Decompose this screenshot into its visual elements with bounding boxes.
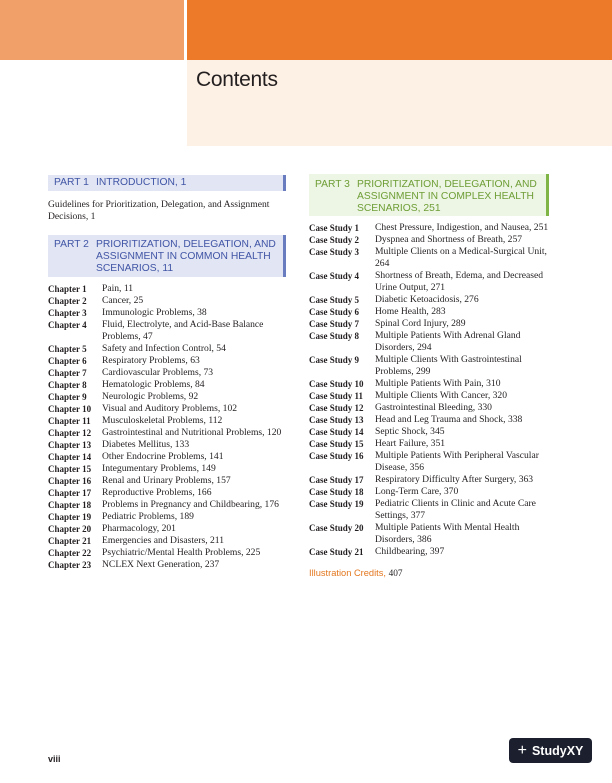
part3-title: PRIORITIZATION, DELEGATION, AND ASSIGNMENT IN COMPLEX HEALTH SCENARIOS, 251 — [357, 179, 537, 214]
case-study-entry-title: Childbearing, 397 — [375, 546, 445, 557]
chapter-entry-title: Cancer, 25 — [102, 295, 144, 306]
case-study-entry — [309, 222, 552, 234]
chapter-entry-title: Fluid, Electrolyte, and Acid-Base Balance Problems, 47 — [102, 319, 264, 342]
case-study-entry — [309, 426, 552, 438]
chapter-entry-label: Chapter 8 — [48, 380, 87, 390]
case-study-entry-label: Case Study 15 — [309, 439, 364, 449]
page-title: Contents — [196, 68, 278, 91]
chapter-entry — [48, 451, 284, 463]
chapter-entry-label: Chapter 18 — [48, 500, 92, 510]
chapter-entry-title: Renal and Urinary Problems, 157 — [102, 475, 231, 486]
case-study-entry — [309, 330, 552, 354]
case-study-entry-label: Case Study 14 — [309, 427, 364, 437]
part1-number: PART 1 — [54, 177, 89, 188]
chapter-entry-label: Chapter 12 — [48, 428, 92, 438]
chapter-entry-label: Chapter 20 — [48, 524, 92, 534]
part1-intro-entry: Guidelines for Prioritization, Delegation, and Assignment Decisions, 1 — [48, 199, 270, 222]
chapter-entry-label: Chapter 5 — [48, 344, 87, 354]
chapter-entry-label: Chapter 23 — [48, 560, 92, 570]
case-study-entry-title: Heart Failure, 351 — [375, 438, 446, 449]
chapter-entry-label: Chapter 15 — [48, 464, 92, 474]
case-study-list — [309, 222, 552, 558]
chapter-entry-label: Chapter 10 — [48, 404, 92, 414]
case-study-entry-label: Case Study 16 — [309, 451, 364, 461]
chapter-entry — [48, 427, 284, 439]
case-study-entry — [309, 546, 552, 558]
chapter-entry-label: Chapter 2 — [48, 296, 87, 306]
chapter-entry-title: Hematologic Problems, 84 — [102, 379, 205, 390]
credits-page: 407 — [388, 569, 403, 579]
chapter-entry — [48, 439, 284, 451]
chapter-entry — [48, 463, 284, 475]
chapter-entry — [48, 499, 284, 511]
case-study-entry-label: Case Study 9 — [309, 355, 360, 365]
chapter-entry — [48, 559, 284, 571]
chapter-entry-title: Safety and Infection Control, 54 — [102, 343, 226, 354]
case-study-entry-title: Long-Term Care, 370 — [375, 486, 459, 497]
chapter-entry-label: Chapter 11 — [48, 416, 91, 426]
chapter-entry-label: Chapter 17 — [48, 488, 92, 498]
case-study-entry — [309, 450, 552, 474]
chapter-entry-label: Chapter 7 — [48, 368, 87, 378]
part1-title: INTRODUCTION, 1 — [96, 177, 187, 188]
chapter-entry-label: Chapter 6 — [48, 356, 87, 366]
case-study-entry — [309, 486, 552, 498]
case-study-entry-label: Case Study 3 — [309, 247, 360, 257]
case-study-entry — [309, 498, 552, 522]
chapter-entry — [48, 307, 284, 319]
case-study-entry — [309, 438, 552, 450]
part2-number: PART 2 — [54, 239, 89, 250]
chapter-entry — [48, 475, 284, 487]
chapter-entry — [48, 355, 284, 367]
case-study-entry — [309, 246, 552, 270]
case-study-entry — [309, 318, 552, 330]
case-study-entry-label: Case Study 20 — [309, 523, 364, 533]
chapter-entry-title: Respiratory Problems, 63 — [102, 355, 200, 366]
chapter-entry-label: Chapter 22 — [48, 548, 92, 558]
case-study-entry — [309, 354, 552, 378]
case-study-entry — [309, 378, 552, 390]
case-study-entry — [309, 294, 552, 306]
header-band-left — [0, 0, 184, 60]
studyxy-badge[interactable] — [509, 738, 592, 763]
chapter-entry-label: Chapter 3 — [48, 308, 87, 318]
case-study-entry-label: Case Study 10 — [309, 379, 364, 389]
case-study-entry — [309, 306, 552, 318]
case-study-entry — [309, 474, 552, 486]
chapter-entry — [48, 367, 284, 379]
case-study-entry-label: Case Study 1 — [309, 223, 360, 233]
plus-icon: + — [517, 741, 527, 759]
chapter-entry-title: Musculoskeletal Problems, 112 — [102, 415, 223, 426]
case-study-entry-label: Case Study 18 — [309, 487, 364, 497]
case-study-entry-title: Home Health, 283 — [375, 306, 446, 317]
case-study-entry-title: Shortness of Breath, Edema, and Decreased Urine Output, 271 — [375, 270, 544, 293]
case-study-entry — [309, 414, 552, 426]
chapter-entry — [48, 319, 284, 343]
case-study-entry-title: Multiple Clients With Gastrointestinal Problems, 299 — [375, 354, 522, 377]
case-study-entry-title: Multiple Patients With Mental Health Disorders, 386 — [375, 522, 520, 545]
case-study-entry-title: Respiratory Difficulty After Surgery, 363 — [375, 474, 534, 485]
part3-number: PART 3 — [315, 179, 350, 190]
case-study-entry-title: Head and Leg Trauma and Shock, 338 — [375, 414, 523, 425]
chapter-entry-label: Chapter 13 — [48, 440, 92, 450]
chapter-entry-label: Chapter 14 — [48, 452, 92, 462]
case-study-entry-title: Multiple Clients on a Medical-Surgical Unit, 264 — [375, 246, 547, 269]
chapter-entry — [48, 535, 284, 547]
chapter-entry — [48, 511, 284, 523]
case-study-entry — [309, 390, 552, 402]
case-study-entry-label: Case Study 7 — [309, 319, 360, 329]
case-study-entry-title: Multiple Clients With Cancer, 320 — [375, 390, 508, 401]
chapter-entry-label: Chapter 19 — [48, 512, 92, 522]
case-study-entry-title: Multiple Patients With Adrenal Gland Disorders, 294 — [375, 330, 521, 353]
header-band-right — [187, 0, 612, 60]
case-study-entry-title: Diabetic Ketoacidosis, 276 — [375, 294, 479, 305]
chapter-entry — [48, 283, 284, 295]
page-number: viii — [48, 754, 61, 764]
badge-text: StudyXY — [531, 743, 584, 758]
case-study-entry — [309, 402, 552, 414]
case-study-entry-title: Pediatric Clients in Clinic and Acute Care Settings, 377 — [375, 498, 536, 521]
chapter-entry — [48, 295, 284, 307]
case-study-entry-title: Multiple Patients With Pain, 310 — [375, 378, 501, 389]
case-study-entry-title: Chest Pressure, Indigestion, and Nausea, 251 — [375, 222, 549, 233]
chapter-entry-title: Neurologic Problems, 92 — [102, 391, 199, 402]
chapter-entry-title: Pain, 11 — [102, 283, 134, 294]
part1-heading — [48, 175, 286, 191]
case-study-entry-label: Case Study 19 — [309, 499, 364, 509]
case-study-entry-label: Case Study 13 — [309, 415, 364, 425]
chapter-entry-label: Chapter 4 — [48, 320, 87, 330]
chapter-entry-title: Visual and Auditory Problems, 102 — [102, 403, 238, 414]
case-study-entry — [309, 234, 552, 246]
chapter-entry — [48, 547, 284, 559]
chapter-entry — [48, 379, 284, 391]
case-study-entry-title: Gastrointestinal Bleeding, 330 — [375, 402, 492, 413]
case-study-entry-label: Case Study 11 — [309, 391, 364, 401]
chapter-entry — [48, 415, 284, 427]
case-study-entry-label: Case Study 5 — [309, 295, 360, 305]
chapter-entry-title: Psychiatric/Mental Health Problems, 225 — [102, 547, 261, 558]
case-study-entry — [309, 522, 552, 546]
chapter-entry-title: Pharmacology, 201 — [102, 523, 176, 534]
part2-title: PRIORITIZATION, DELEGATION, AND ASSIGNMENT IN COMMON HEALTH SCENARIOS, 11 — [96, 239, 276, 274]
case-study-entry — [309, 270, 552, 294]
chapter-entry-title: Immunologic Problems, 38 — [102, 307, 207, 318]
chapter-entry-label: Chapter 16 — [48, 476, 92, 486]
chapter-entry-title: NCLEX Next Generation, 237 — [102, 559, 220, 570]
illustration-credits — [309, 568, 403, 579]
chapter-entry-title: Reproductive Problems, 166 — [102, 487, 212, 498]
case-study-entry-label: Case Study 8 — [309, 331, 360, 341]
chapter-entry-title: Cardiovascular Problems, 73 — [102, 367, 214, 378]
chapter-entry — [48, 343, 284, 355]
case-study-entry-label: Case Study 4 — [309, 271, 360, 281]
credits-label: Illustration Credits, — [309, 568, 386, 578]
case-study-entry-title: Spinal Cord Injury, 289 — [375, 318, 466, 329]
chapter-list — [48, 283, 284, 571]
chapter-entry-label: Chapter 1 — [48, 284, 87, 294]
chapter-entry-title: Diabetes Mellitus, 133 — [102, 439, 190, 450]
part2-heading — [48, 235, 286, 277]
case-study-entry-title: Multiple Patients With Peripheral Vascular Disease, 356 — [375, 450, 539, 473]
chapter-entry — [48, 523, 284, 535]
chapter-entry-title: Pediatric Problems, 189 — [102, 511, 194, 522]
chapter-entry-label: Chapter 21 — [48, 536, 92, 546]
chapter-entry — [48, 403, 284, 415]
case-study-entry-label: Case Study 12 — [309, 403, 364, 413]
chapter-entry — [48, 487, 284, 499]
chapter-entry-title: Emergencies and Disasters, 211 — [102, 535, 225, 546]
case-study-entry-title: Septic Shock, 345 — [375, 426, 445, 437]
chapter-entry-label: Chapter 9 — [48, 392, 87, 402]
chapter-entry-title: Integumentary Problems, 149 — [102, 463, 216, 474]
chapter-entry-title: Problems in Pregnancy and Childbearing, 176 — [102, 499, 279, 510]
chapter-entry-title: Other Endocrine Problems, 141 — [102, 451, 224, 462]
part3-heading — [309, 174, 549, 216]
case-study-entry-label: Case Study 17 — [309, 475, 364, 485]
case-study-entry-label: Case Study 2 — [309, 235, 360, 245]
case-study-entry-label: Case Study 6 — [309, 307, 360, 317]
case-study-entry-label: Case Study 21 — [309, 547, 364, 557]
chapter-entry-title: Gastrointestinal and Nutritional Problems, 120 — [102, 427, 282, 438]
chapter-entry — [48, 391, 284, 403]
case-study-entry-title: Dyspnea and Shortness of Breath, 257 — [375, 234, 523, 245]
